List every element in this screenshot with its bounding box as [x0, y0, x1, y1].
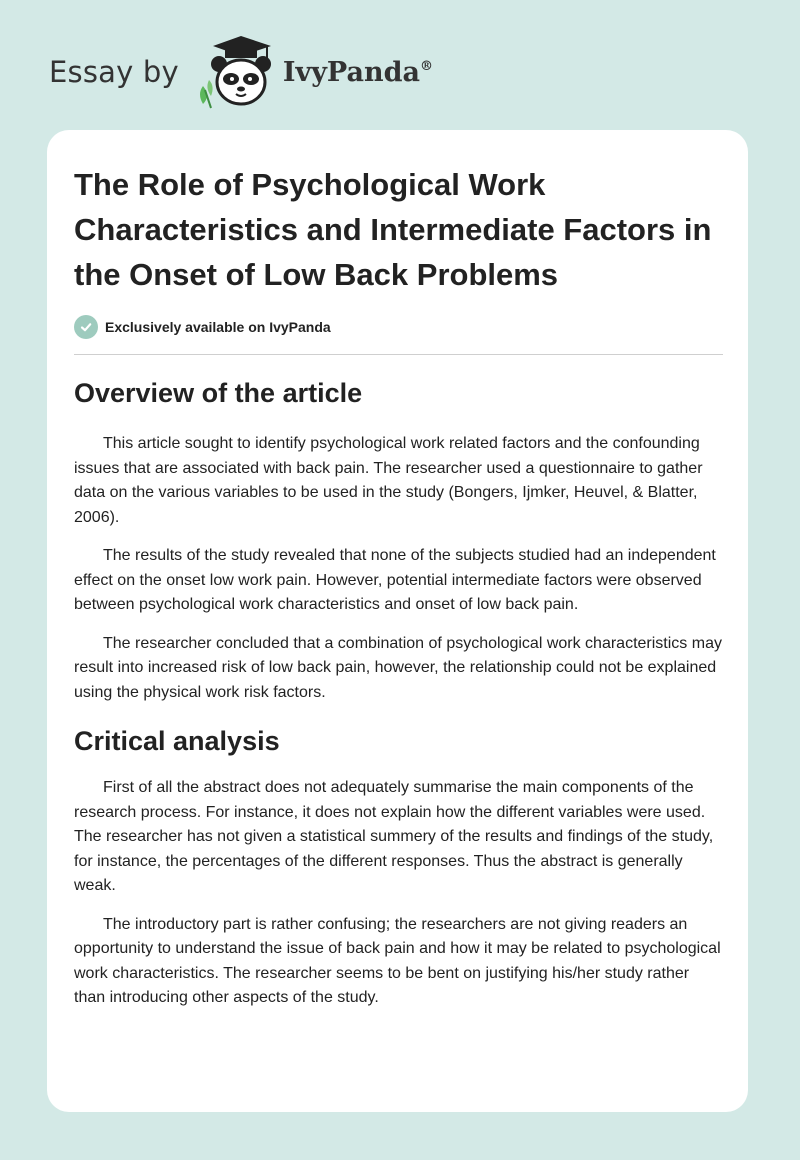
essay-by-label: Essay by — [49, 55, 179, 89]
section-heading-overview: Overview of the article — [74, 378, 363, 408]
exclusive-badge — [74, 314, 723, 340]
check-icon — [74, 315, 98, 339]
essay-card — [47, 130, 748, 1112]
page-title: The Role of Psychological Work Characteristics and Intermediate Factors in the Onset of Low Back Problems — [74, 167, 712, 292]
section-heading-critical-analysis: Critical analysis — [74, 726, 280, 756]
paragraph: The results of the study revealed that none of the subjects studied had an independent effect on the onset low work pain. However, potential intermediate factors were observed between psychological work characteristics and onset of low back pain. — [74, 547, 716, 613]
paragraph: This article sought to identify psychological work related factors and the confounding issues that are associated with back pain. The researcher used a questionnaire to gather data on the various variables to be used in the study (Bongers, Ijmker, Heuvel, & Blatter, 2006). — [74, 435, 703, 526]
panda-logo-icon[interactable] — [193, 34, 279, 110]
brand-name[interactable]: IvyPanda® — [282, 56, 433, 88]
divider — [74, 354, 723, 355]
paragraph: First of all the abstract does not adequately summarise the main components of the research process. For instance, it does not explain how the different variables were used. The researcher has not given a statistical summery of the results and findings of the study, for instance, the percentages of the different responses. Thus the abstract is generally weak. — [74, 779, 714, 894]
paragraph: The introductory part is rather confusing; the researchers are not giving readers an opportunity to understand the issue of back pain and how it may be related to psychological work characteristics. The researcher seems to be bent on justifying his/her study rather than introducing other aspects of the study. — [74, 915, 721, 1006]
exclusive-badge-label: Exclusively available on IvyPanda — [105, 319, 331, 335]
registered-mark: ® — [419, 58, 433, 74]
paragraph: The researcher concluded that a combination of psychological work characteristics may result into increased risk of low back pain, however, the relationship could not be explained using the physical work risk factors. — [74, 634, 722, 701]
site-header — [49, 34, 549, 110]
